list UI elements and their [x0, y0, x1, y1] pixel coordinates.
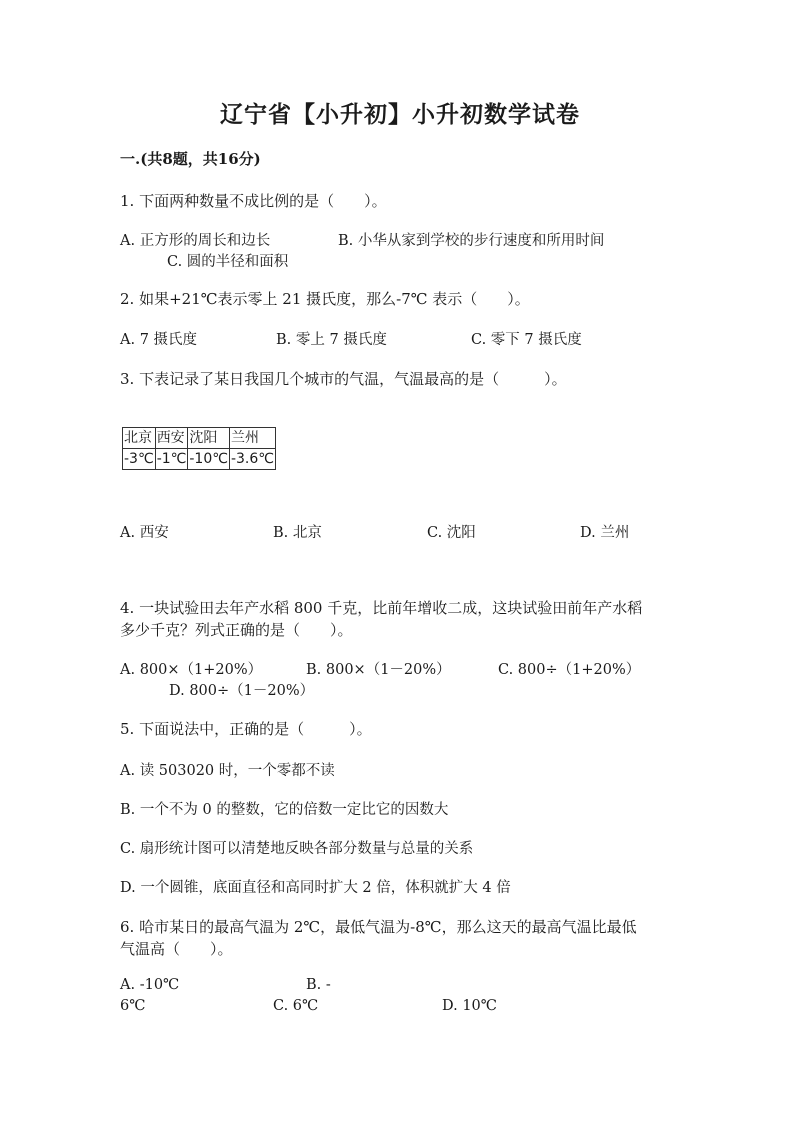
q4-option-c: C. 800÷（1+20%）	[498, 662, 641, 678]
q5-option-b: B. 一个不为 0 的整数，它的倍数一定比它的因数大	[120, 802, 449, 818]
page-title: 辽宁省【小升初】小升初数学试卷	[220, 101, 580, 128]
q1-option-a: A. 正方形的周长和边长	[120, 233, 271, 249]
table-cell-temp: -1℃	[155, 449, 188, 470]
table-cell-temp: -10℃	[188, 449, 230, 470]
question-6-line-1: 6. 哈市某日的最高气温为 2℃，最低气温为-8℃，那么这天的最高气温比最低	[120, 918, 637, 936]
q6-option-a: A. -10℃	[120, 977, 180, 993]
q6-option-b-part-2: 6℃	[120, 998, 146, 1014]
q1-option-b: B. 小华从家到学校的步行速度和所用时间	[338, 233, 605, 249]
q3-option-d: D. 兰州	[580, 525, 630, 541]
question-5: 5. 下面说法中，正确的是（ ）。	[120, 720, 372, 738]
question-3: 3. 下表记录了某日我国几个城市的气温，气温最高的是（ ）。	[120, 370, 567, 388]
q3-option-b: B. 北京	[273, 525, 322, 541]
q4-option-a: A. 800×（1+20%）	[120, 662, 263, 678]
table-cell-temp: -3.6℃	[229, 449, 275, 470]
q6-option-b-part-1: B. -	[306, 977, 331, 993]
q5-option-d: D. 一个圆锥，底面直径和高同时扩大 2 倍，体积就扩大 4 倍	[120, 880, 511, 896]
table-cell-temp: -3℃	[123, 449, 156, 470]
question-4-line-1: 4. 一块试验田去年产水稻 800 千克，比前年增收二成，这块试验田前年产水稻	[120, 599, 643, 617]
q1-option-c: C. 圆的半径和面积	[167, 254, 289, 270]
q3-option-a: A. 西安	[120, 525, 169, 541]
section-header: 一.(共8题，共16分)	[120, 150, 261, 168]
q5-option-c: C. 扇形统计图可以清楚地反映各部分数量与总量的关系	[120, 841, 474, 857]
table-row	[123, 428, 276, 449]
q5-option-a: A. 读 503020 时，一个零都不读	[120, 763, 335, 779]
temperature-table	[122, 427, 276, 470]
table-cell-city: 北京	[123, 428, 156, 449]
q6-option-d: D. 10℃	[442, 998, 497, 1014]
q4-option-b: B. 800×（1－20%）	[306, 662, 451, 678]
table-cell-city: 沈阳	[188, 428, 230, 449]
q6-option-c: C. 6℃	[273, 998, 319, 1014]
table-row	[123, 449, 276, 470]
q2-option-c: C. 零下 7 摄氏度	[471, 332, 582, 348]
table-cell-city: 西安	[155, 428, 188, 449]
q2-option-a: A. 7 摄氏度	[120, 332, 198, 348]
question-6-line-2: 气温高（ ）。	[120, 940, 233, 958]
question-1: 1. 下面两种数量不成比例的是（ ）。	[120, 192, 387, 210]
q3-option-c: C. 沈阳	[427, 525, 476, 541]
question-4-line-2: 多少千克？列式正确的是（ ）。	[120, 621, 353, 639]
question-2: 2. 如果+21℃表示零上 21 摄氏度，那么-7℃ 表示（ ）。	[120, 290, 530, 308]
table-cell-city: 兰州	[229, 428, 275, 449]
q4-option-d: D. 800÷（1－20%）	[169, 683, 315, 699]
q2-option-b: B. 零上 7 摄氏度	[276, 332, 387, 348]
